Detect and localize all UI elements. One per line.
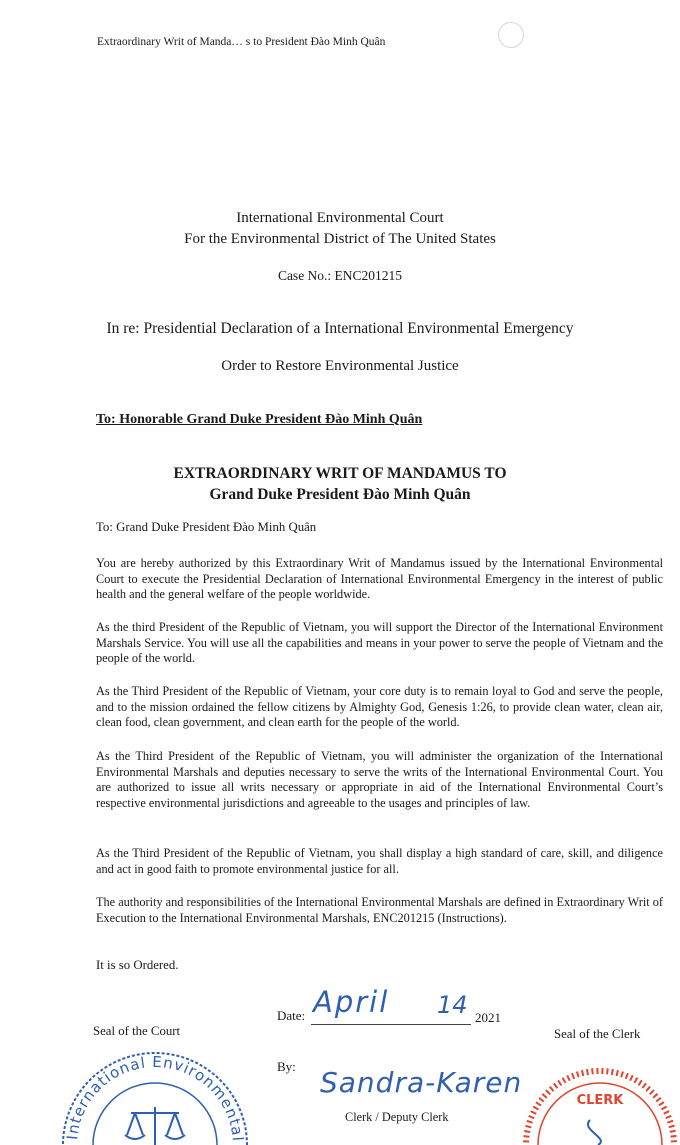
- date-label: Date:: [277, 1008, 306, 1023]
- running-header: Extraordinary Writ of Manda… s to President Đào Minh Quân: [97, 36, 386, 48]
- body-paragraph-1: You are hereby authorized by this Extraordinary Writ of Mandamus issued by the International Environmental Court to execute the Presidential Declaration of International Environmental Emergency in the interest of public health and the general welfare of the people worldwide.: [96, 556, 663, 602]
- seal-of-court-label: Seal of the Court: [93, 1024, 181, 1038]
- court-seal-icon: [55, 1045, 255, 1145]
- by-label: By:: [277, 1059, 296, 1074]
- clerk-seal-icon: [520, 1050, 680, 1145]
- in-re-line: In re: Presidential Declaration of a International Environmental Emergency: [106, 320, 574, 337]
- writ-title-line1: EXTRAORDINARY WRIT OF MANDAMUS TO: [173, 465, 507, 482]
- body-paragraph-5: As the Third President of the Republic of Vietnam, you shall display a high standard of care, skill, and diligence and act in good faith to promote environmental justice for all.: [96, 846, 663, 876]
- court-seal-text: International Environmental: [63, 1052, 247, 1143]
- date-year: 2021: [475, 1010, 501, 1025]
- case-number: Case No.: ENC201215: [277, 268, 403, 283]
- order-title: Order to Restore Environmental Justice: [221, 358, 459, 374]
- body-paragraph-2: As the third President of the Republic of Vietnam, you will support the Director of the International Environment Marshals Service. You will use all the capabilities and means in your power to serve the people of Vietnam and the people of the world.: [96, 620, 663, 666]
- date-day-handwritten: 14: [437, 991, 468, 1019]
- clerk-signature: Sandra-Karen: [320, 1066, 523, 1099]
- court-name: International Environmental Court: [236, 210, 444, 226]
- scales-icon: [125, 1107, 185, 1145]
- body-paragraph-4: As the Third President of the Republic of Vietnam, you will administer the organization of the International Environmental Marshals and deputies necessary to serve the writs of the International Environmental Court. You are authorized to issue all writs necessary or appropriate in aid of the International Environmental Court’s respective environmental jurisdictions and agreeable to the usages and principles of law.: [96, 749, 663, 810]
- addressee-line: To: Honorable Grand Duke President Đào Minh Quân: [96, 412, 423, 427]
- writ-title: [0, 463, 680, 505]
- date-underline: [311, 1024, 471, 1025]
- writ-title-line2: Grand Duke President Đào Minh Quân: [209, 486, 471, 503]
- body-paragraph-3: As the Third President of the Republic of Vietnam, your core duty is to remain loyal to God and serve the people, and to the mission ordained the fellow citizens by Almighty God, Genesis 1:26, to provide clean water, clean air, clean food, clean government, and clean earth for the people of the world.: [96, 684, 663, 730]
- closing-line: It is so Ordered.: [96, 958, 179, 972]
- header-circle-mark: [498, 22, 524, 48]
- clerk-role: Clerk / Deputy Clerk: [345, 1110, 449, 1124]
- to-line: To: Grand Duke President Đào Minh Quân: [96, 520, 317, 534]
- date-month-handwritten: April: [313, 985, 390, 1019]
- seal-of-clerk-label: Seal of the Clerk: [554, 1027, 641, 1041]
- district-line: For the Environmental District of The United States: [184, 231, 496, 247]
- clerk-initials-mark: [588, 1120, 601, 1145]
- clerk-seal-text: CLERK: [576, 1093, 624, 1108]
- body-paragraph-6: The authority and responsibilities of the International Environmental Marshals are defined in Extraordinary Writ of Execution to the International Environmental Marshals, ENC201215 (Instructions).: [96, 895, 663, 925]
